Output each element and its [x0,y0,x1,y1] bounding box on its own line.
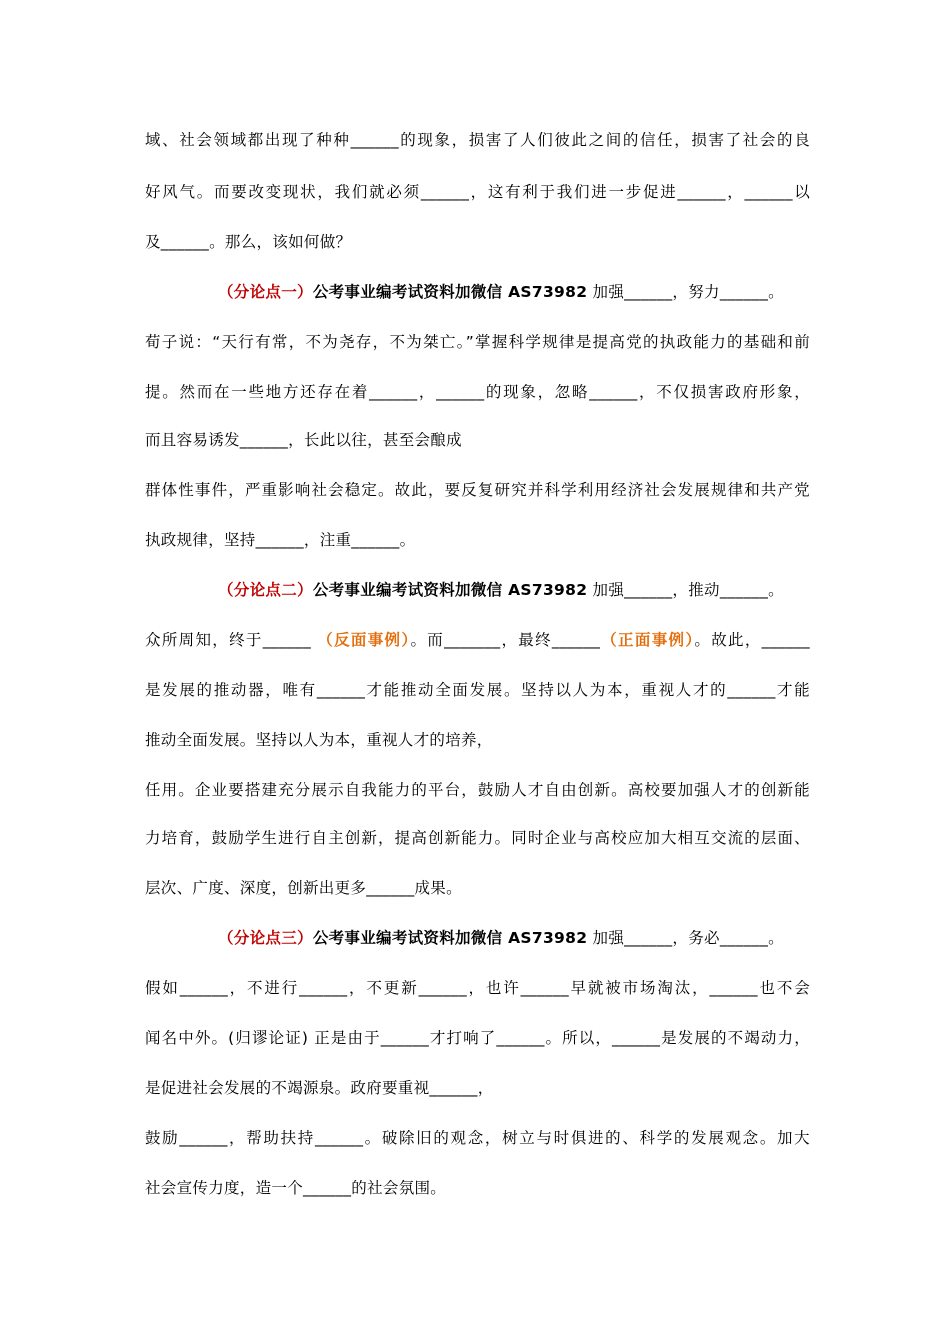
positive-example-marker: （正面事例） [600,631,695,649]
point3-heading [218,928,810,948]
point2-line-2: 是发展的推动器，唯有______才能推动全面发展。坚持以人为本，重视人才的______才能 [145,681,810,699]
point3-marker: （分论点三） [218,929,313,947]
point3-rest: 加强______，务必______。 [587,929,784,947]
point2-bold: 公考事业编考试资料加微信 AS73982 [312,581,588,599]
point3-line-1: 假如______，不进行______，不更新______，也许______早就被市场淘汰，______也不会 [145,979,810,997]
point2-line-1 [145,630,810,650]
point3-line-4: 鼓励______，帮助扶持______。破除旧的观念，树立与时俱进的、科学的发展观念。加大 [145,1129,810,1147]
point2-line-1-a: 众所周知，终于______ [145,631,318,649]
point3-line-3: 是促进社会发展的不竭源泉。政府要重视______， [145,1079,494,1097]
point1-bold: 公考事业编考试资料加微信 AS73982 [312,283,588,301]
point2-line-5: 力培育，鼓励学生进行自主创新，提高创新能力。同时企业与高校应加大相互交流的层面、 [145,829,810,847]
intro-line-1: 域、社会领域都出现了种种______的现象，损害了人们彼此之间的信任，损害了社会的良 [145,131,810,149]
point2-marker: （分论点二） [218,581,313,599]
point2-line-3: 推动全面发展。坚持以人为本，重视人才的培养， [145,731,493,749]
point2-line-1-c: 。故此，______ [694,631,810,649]
point3-line-5: 社会宣传力度，造一个______的社会氛围。 [145,1179,447,1197]
point1-rest: 加强______，努力______。 [587,283,784,301]
point1-line-5: 执政规律，坚持______，注重______。 [145,531,416,549]
intro-line-3: 及______。那么，该如何做？ [145,233,352,251]
point3-bold: 公考事业编考试资料加微信 AS73982 [312,929,588,947]
point1-line-1: 荀子说：“天行有常，不为尧存，不为桀亡。”掌握科学规律是提高党的执政能力的基础和前 [145,333,810,351]
point1-line-2: 提。然而在一些地方还存在着______，______的现象，忽略______，不仅损害政府形象， [145,383,810,401]
point2-rest: 加强______，推动______。 [587,581,784,599]
point1-marker: （分论点一） [218,283,313,301]
point3-line-2: 闻名中外。(归谬论证) 正是由于______才打响了______。所以，______是发展的不竭动力， [145,1029,810,1047]
point1-heading [218,282,810,302]
negative-example-marker: （反面事例） [317,631,411,649]
point1-line-3: 而且容易诱发______，长此以往，甚至会酿成 [145,431,462,449]
point2-line-6: 层次、广度、深度，创新出更多______成果。 [145,879,462,897]
point2-line-4: 任用。企业要搭建充分展示自我能力的平台，鼓励人才自由创新。高校要加强人才的创新能 [145,781,810,799]
intro-line-2: 好风气。而要改变现状，我们就必须______，这有利于我们进一步促进______，______以 [145,183,810,201]
point2-heading [218,580,810,600]
point2-line-1-b: 。而_______，最终______ [410,631,601,649]
point1-line-4: 群体性事件，严重影响社会稳定。故此，要反复研究并科学利用经济社会发展规律和共产党 [145,481,810,499]
